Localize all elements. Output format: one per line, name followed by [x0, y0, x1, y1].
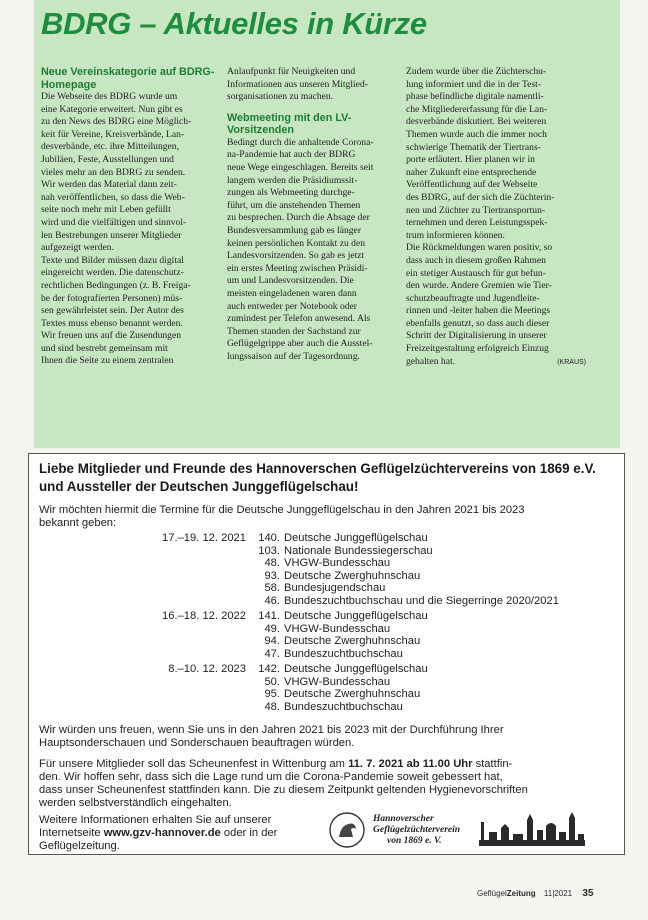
event-name: Bundeszuchtbuchschau und die Siegerringe 2020/2021	[284, 594, 559, 607]
text-line: langem werden die Präsidiumssit-	[227, 174, 358, 186]
event-number: 142.	[258, 663, 280, 675]
text-line: gehalten hat.	[406, 355, 456, 367]
event-number: 50.	[264, 675, 280, 688]
column-2-text-a	[227, 66, 397, 104]
more-info-line-3: Geflügelzeitung.	[39, 840, 120, 852]
text-line: neue Wege eingeschlagen. Bereits seit	[227, 161, 374, 173]
event-name: Deutsche Zwerghuhnschau	[284, 569, 421, 582]
text-line: nen und Züchter zu Tiertransportun-	[406, 204, 546, 216]
column-3-text	[406, 66, 586, 368]
text-line: Themen wurde auch die immer noch	[406, 128, 547, 140]
text-line: Veröffentlichung auf der Webseite	[406, 179, 538, 191]
text-line: dass auch in diesem großen Rahmen	[406, 254, 546, 266]
event-item	[236, 635, 606, 648]
commission-paragraph	[39, 724, 614, 750]
page-title: BDRG – Aktuelles in Kürze	[41, 6, 427, 41]
date-2021: 17.–19. 12. 2021	[162, 532, 246, 544]
text-line: um und Landesvorsitzenden. Die	[227, 275, 354, 287]
scheunenfest-text-end: stattfin-	[472, 758, 513, 770]
text-line: naher Zukunft eine entsprechende	[406, 166, 537, 178]
event-number: 95.	[264, 688, 280, 701]
text-line: zungen als Webmeeting durchge-	[227, 187, 355, 199]
text-line: führt, um die anstehenden Themen	[227, 199, 361, 211]
footer-brand-1: Geflügel	[477, 889, 507, 898]
event-number: 48.	[264, 557, 280, 570]
text-line: nah veröffentlichen, so dass die Web-	[41, 191, 185, 203]
text-line: zu besprechen. Durch die Absage der	[227, 212, 370, 224]
scheunenfest-uhr: Uhr	[450, 758, 473, 770]
text-line: Bedingt durch die anhaltende Corona-	[227, 136, 374, 148]
events-2023	[236, 663, 606, 713]
text-line: Themen standen der Sachstand zur	[227, 325, 361, 337]
text-line: zumindest per Telefon anwesend. Als	[227, 313, 371, 325]
column-3	[406, 66, 586, 370]
event-item	[236, 663, 606, 676]
column-1-text	[41, 91, 219, 368]
scheunenfest-line-1	[39, 758, 614, 771]
text-line: phase befindliche digitale namentli-	[406, 91, 544, 103]
event-item	[236, 701, 606, 714]
text-line: Zudem wurde über die Züchterschu-	[406, 66, 547, 77]
text-line: den wurde. Andere Gremien wie Tier-	[406, 280, 552, 292]
column-2-text-b	[227, 137, 397, 364]
text-line: wird und die vielfältigen und sinnvol-	[41, 216, 187, 228]
text-line: eingereicht werden. Die datenschutz-	[41, 267, 184, 279]
text-line: keit für Vereine, Kreisverbände, Lan-	[41, 128, 185, 140]
logo-text-3: von 1869 e. V.	[387, 836, 442, 846]
event-number: 48.	[264, 700, 280, 713]
event-number: 141.	[258, 610, 280, 622]
event-number: 47.	[264, 647, 280, 660]
more-info	[39, 814, 319, 853]
text-line: lungssaison auf der Tagesordnung.	[227, 350, 360, 362]
commission-line-2: Hauptsonderschauen und Sonderschauen beauftragen würden.	[39, 737, 355, 749]
text-line: meisten eingeladenen waren dann	[227, 287, 357, 299]
column-1	[41, 66, 219, 368]
heading-vereinskategorie: Neue Vereinskategorie auf BDRG-Homepage	[41, 66, 215, 91]
more-info-post: oder in der	[220, 827, 278, 839]
text-line: keinen persönlichen Kontakt zu den	[227, 237, 365, 249]
scheunenfest-line-3: dass unser Scheunenfest stattfinden kann. Die zu diesem Zeitpunkt geltenden Hygienevorschriften	[39, 784, 528, 796]
announcement-title	[39, 460, 619, 496]
text-line: Landesvorsitzenden. So gab es jetzt	[227, 250, 365, 262]
text-line: aufgezeigt werden.	[41, 242, 114, 254]
scheunenfest-line-2: den. Wir hoffen sehr, dass sich die Lage rund um die Corona-Pandemie soweit gebessert hat,	[39, 771, 503, 783]
text-line: Informationen aus unseren Mitglied-	[227, 78, 368, 90]
event-item	[236, 610, 606, 623]
text-line: rinnen und -leiter haben die Meetings	[406, 305, 551, 317]
event-item	[236, 582, 606, 595]
more-info-pre: Internetseite	[39, 827, 104, 839]
event-item	[236, 595, 606, 608]
heading-webmeeting: Webmeeting mit den LV-Vorsitzenden	[227, 111, 352, 137]
intro-line-2: bekannt geben:	[39, 517, 117, 529]
text-line: ein erstes Meeting zwischen Präsidi-	[227, 262, 368, 274]
event-name: Deutsche Junggeflügelschau	[284, 532, 428, 544]
text-line: Wir freuen uns auf die Zusendungen	[41, 330, 182, 342]
event-item	[236, 570, 606, 583]
event-number: 93.	[264, 569, 280, 582]
text-line: trum informieren können.	[406, 229, 505, 241]
event-name: Bundeszuchtbuchschau	[284, 700, 403, 713]
more-info-line-2	[39, 827, 319, 840]
date-2022: 16.–18. 12. 2022	[162, 610, 246, 622]
event-number: 140.	[258, 532, 280, 544]
scheunenfest-line-4: werden selbstverständlich eingehalten.	[39, 797, 232, 809]
text-line: Freizeitgestaltung erfolgreich Einzug	[406, 343, 549, 355]
text-line: sen gewährleistet sein. Der Autor des	[41, 305, 184, 317]
more-info-line-1: Weitere Informationen erhalten Sie auf unserer	[39, 814, 272, 826]
announcement-box	[28, 453, 625, 855]
text-line: Geflügelgrippe aber auch die Ausstel-	[227, 338, 373, 350]
text-line: Jubiläen, Feste, Ausstellungen und	[41, 153, 174, 165]
footer-brand-2: Zeitung	[506, 889, 536, 898]
text-line: che Mitgliedererfassung für die Lan-	[406, 103, 548, 115]
text-line: vieles mehr an den BDRG zu senden.	[41, 166, 186, 178]
text-line: schwierige Thematik der Tiertrans-	[406, 141, 541, 153]
announcement-intro	[39, 504, 614, 530]
text-line: eine Kategorie erweitert. Nun gibt es	[41, 103, 183, 115]
text-line: ebenfalls genutzt, so dass auch dieser	[406, 317, 550, 329]
text-line: seite noch mehr mit Leben gefüllt	[41, 204, 171, 216]
event-number: 49.	[264, 622, 280, 635]
event-number: 103.	[258, 544, 280, 557]
page-number: 35	[582, 888, 594, 899]
text-line: ein stetiger Austausch für gut befun-	[406, 267, 546, 279]
announcement-title-line-2: und Aussteller der Deutschen Junggeflügelschau!	[39, 479, 359, 494]
page-footer	[477, 888, 593, 899]
rooster-icon	[339, 824, 356, 837]
text-line: Wir werden das Material dann zeit-	[41, 179, 177, 191]
website-link[interactable]: www.gzv-hannover.de	[103, 827, 221, 839]
event-name: VHGW-Bundesschau	[284, 622, 391, 635]
event-name: VHGW-Bundesschau	[284, 675, 391, 688]
text-line: auch entweder per Notebook oder	[227, 300, 357, 312]
text-line: Schritt der Digitalisierung in unserer	[406, 330, 547, 342]
event-number: 94.	[264, 635, 280, 648]
logo-text-2: Geflügelzüchterverein	[373, 825, 461, 835]
event-item	[236, 532, 606, 545]
text-line: Textes muss ebenso benannt werden.	[41, 317, 183, 329]
scheunenfest-paragraph	[39, 758, 614, 810]
event-name: Deutsche Junggeflügelschau	[284, 610, 428, 622]
event-name: Deutsche Junggeflügelschau	[284, 663, 428, 675]
text-line: Bundesversammlung gab es länger	[227, 224, 362, 236]
text-line: schutzbeauftragte und Jugendleite-	[406, 292, 540, 304]
text-line: sorganisationen zu machen.	[227, 91, 334, 103]
text-line: Die Rückmeldungen waren positiv, so	[406, 242, 553, 254]
scheunenfest-time: 11.00	[422, 758, 451, 770]
event-name: Bundesjugendschau	[284, 582, 386, 595]
event-name: Bundeszuchtbuchschau	[284, 647, 403, 660]
skyline-icon	[479, 812, 585, 846]
event-name: Deutsche Zwerghuhnschau	[284, 688, 421, 701]
event-item	[236, 648, 606, 661]
text-line: desverbände diskutiert. Bei weiteren	[406, 116, 547, 128]
logo-text-1: Hannoverscher	[373, 814, 434, 824]
event-name: Nationale Bundessiegerschau	[284, 544, 433, 557]
text-line: Texte und Bilder müssen dazu digital	[41, 254, 184, 266]
event-item	[236, 676, 606, 689]
text-line: Die Webseite des BDRG wurde um	[41, 91, 178, 102]
footer-issue: 11|2021	[543, 889, 573, 898]
date-2023: 8.–10. 12. 2023	[168, 663, 246, 675]
scheunenfest-date: 11. 7. 2021	[348, 758, 404, 770]
event-item	[236, 623, 606, 636]
text-line: zu den News des BDRG eine Möglich-	[41, 116, 192, 128]
events-2022	[236, 610, 606, 660]
intro-line-1: Wir möchten hiermit die Termine für die Deutsche Junggeflügelschau in den Jahren 2021 bis 2023	[39, 504, 525, 516]
scheunenfest-text: Für unsere Mitglieder soll das Scheunenfest in Wittenburg am	[39, 758, 349, 770]
text-line: porte erläutert. Hier planen wir in	[406, 154, 535, 166]
event-item	[236, 557, 606, 570]
text-line: ternehmen und deren Leistungsspek-	[406, 217, 548, 229]
text-line: len Bestrebungen unserer Mitglieder	[41, 229, 182, 241]
text-line: lung informiert und die in der Test-	[406, 78, 542, 90]
author-signature: (KRAUS)	[557, 359, 586, 367]
text-line: Anlaufpunkt für Neuigkeiten und	[227, 66, 356, 77]
event-item	[236, 545, 606, 558]
event-name: Deutsche Zwerghuhnschau	[284, 635, 421, 648]
events-2021	[236, 532, 606, 608]
club-logo	[329, 810, 589, 850]
event-item	[236, 688, 606, 701]
announcement-title-line-1: Liebe Mitglieder und Freunde des Hannoverschen Geflügelzüchtervereins von 1869 e.V.	[39, 461, 596, 476]
column-2	[227, 66, 397, 363]
event-number: 58.	[264, 582, 280, 595]
scheunenfest-ab: ab	[403, 758, 423, 770]
text-line: na-Pandemie hat auch der BDRG	[227, 149, 356, 161]
event-number: 46.	[264, 594, 280, 607]
event-name: VHGW-Bundesschau	[284, 557, 391, 570]
commission-line-1: Wir würden uns freuen, wenn Sie uns in den Jahren 2021 bis 2023 mit der Durchführung Ihrer	[39, 724, 504, 736]
text-line: und sind bestrebt gemeinsam mit	[41, 342, 168, 354]
text-line: Ihnen die Seite zu einem zentralen	[41, 355, 174, 367]
text-line: desverbände, etc. ihre Mitteilungen,	[41, 141, 179, 153]
text-line: des BDRG, auf der sich die Züchterin-	[406, 191, 555, 203]
text-line: be der fotografierten Personen) müs-	[41, 292, 183, 304]
text-line: rechtlichen Bedingungen (z. B. Freiga-	[41, 279, 191, 291]
